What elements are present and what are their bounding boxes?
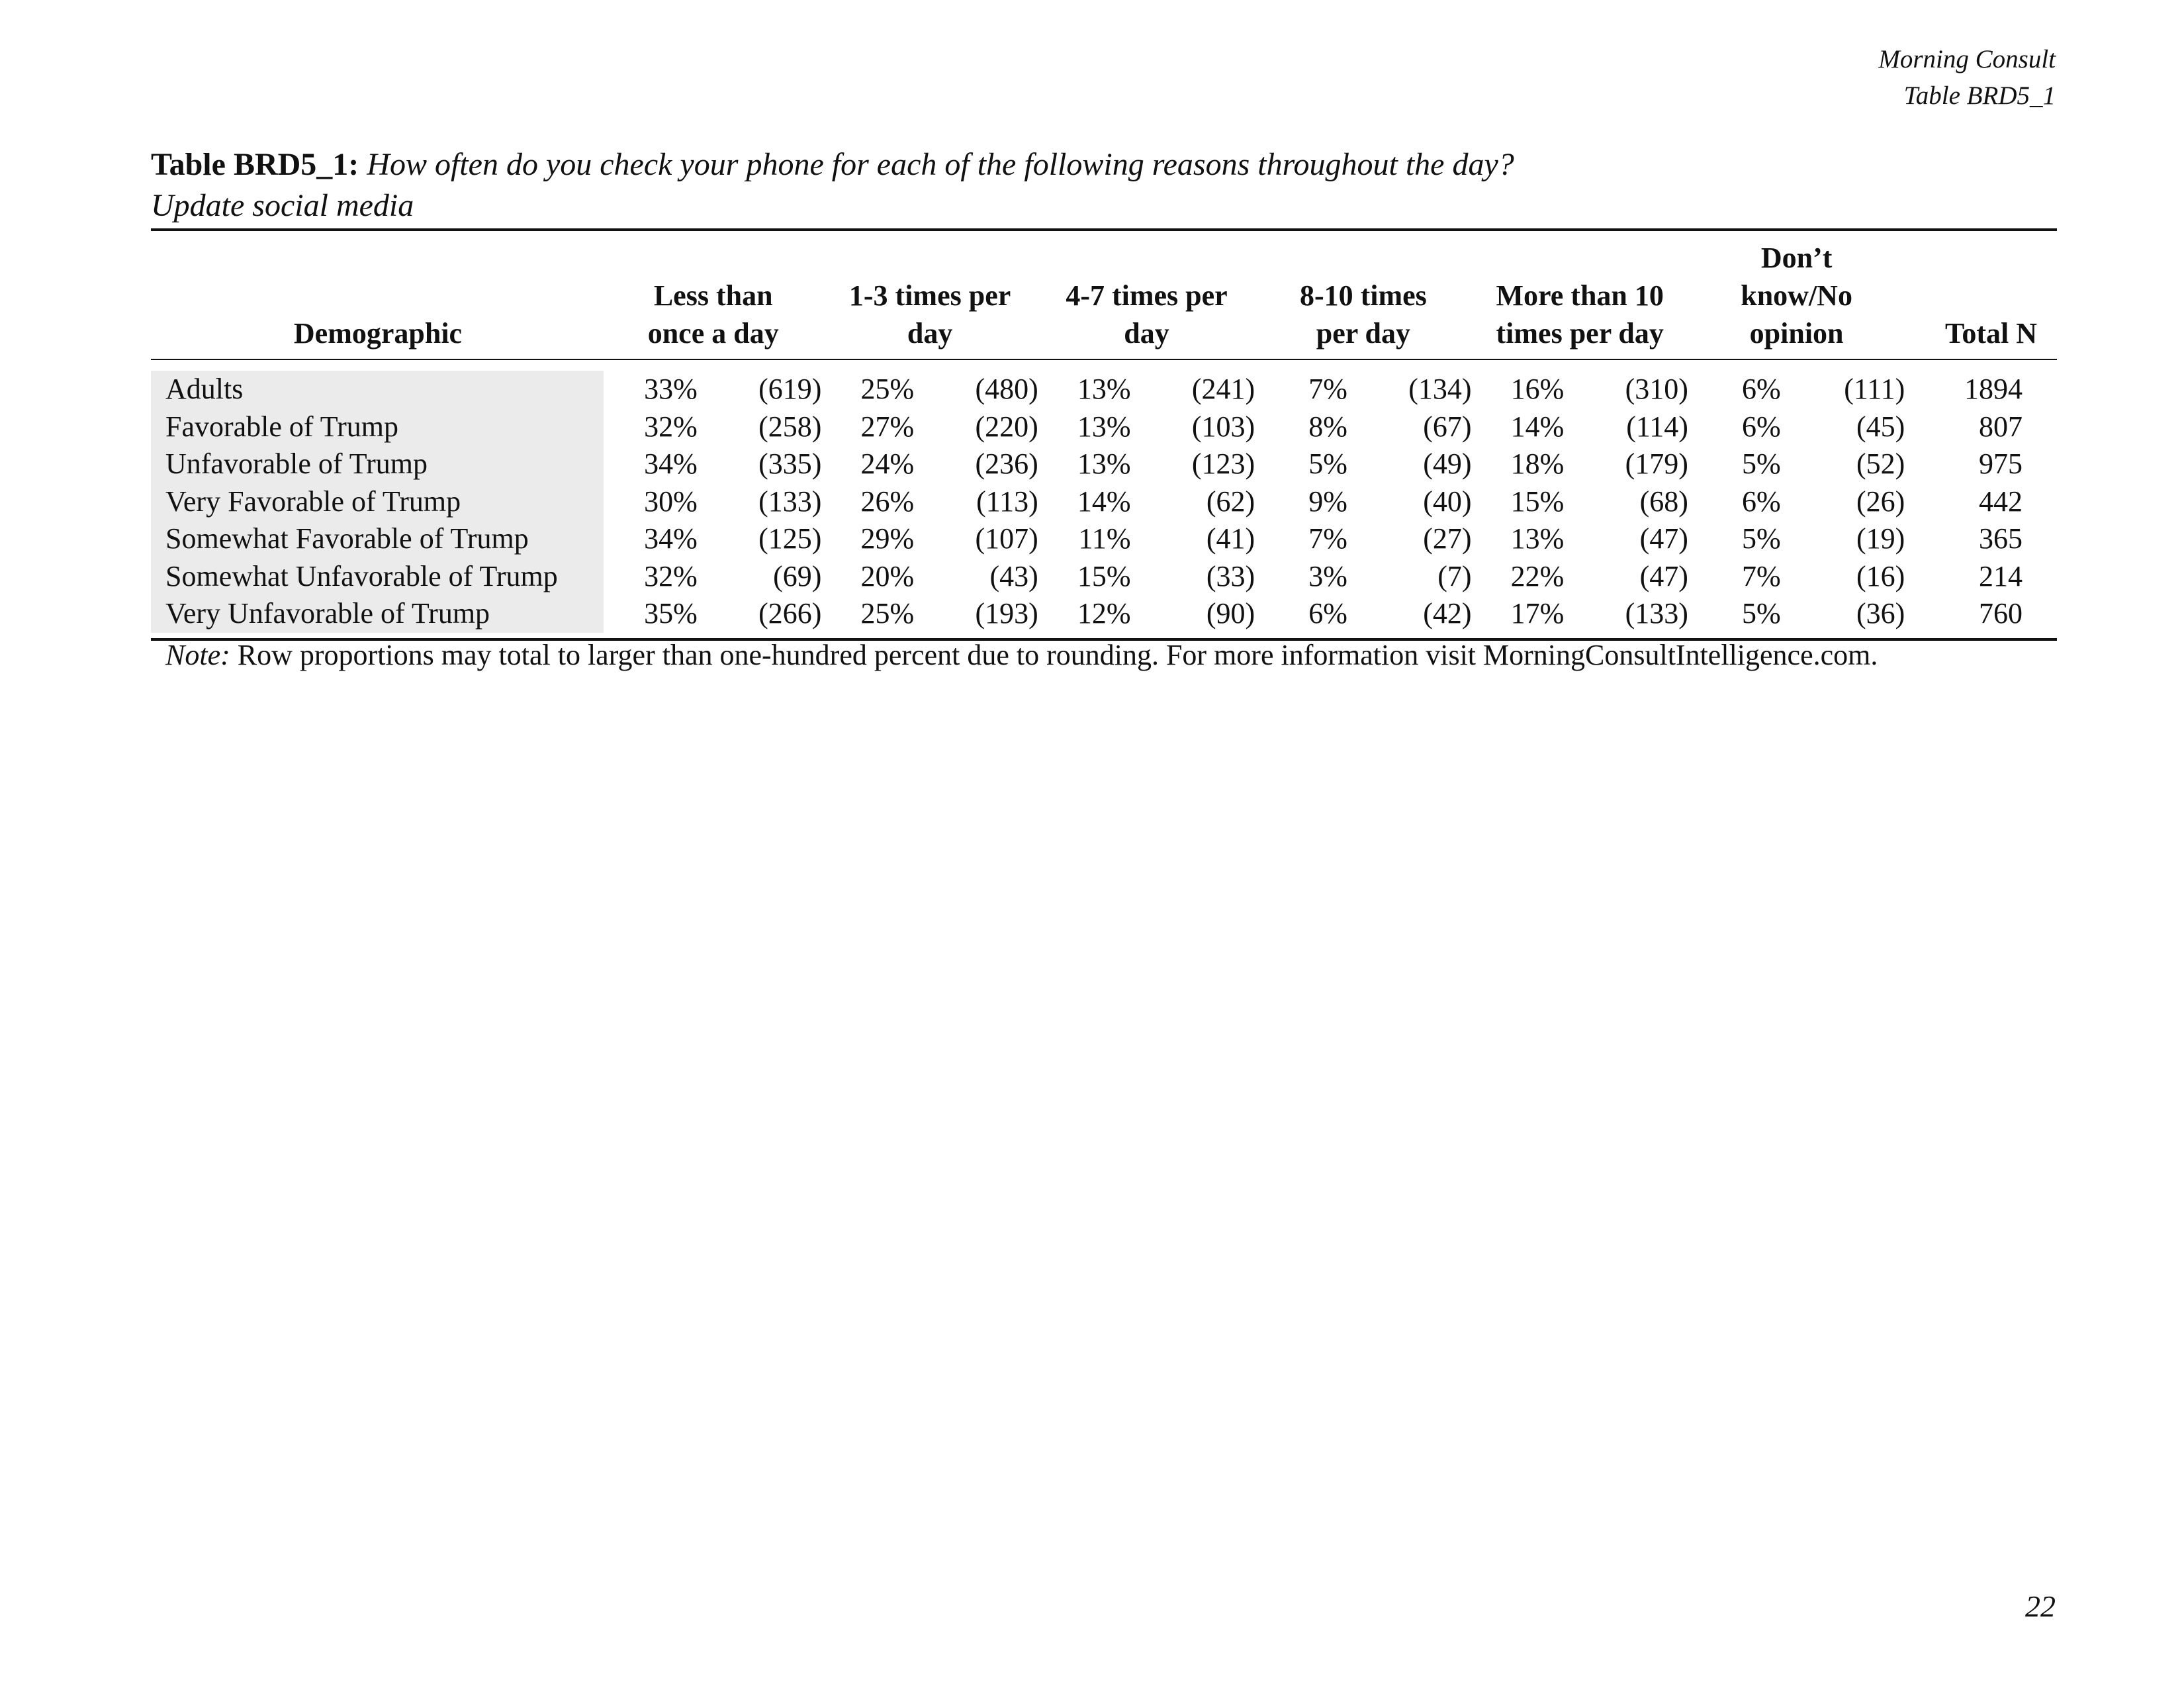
cell-percent: 13%: [1510, 522, 1565, 555]
row-label-cell: [151, 445, 605, 483]
cell-count: (133): [1625, 597, 1688, 630]
page-header: [1878, 41, 2056, 114]
cell-percent: 5%: [1741, 522, 1781, 555]
cell-count: (52): [1856, 447, 1905, 480]
cell-count: (480): [975, 373, 1038, 405]
table-row: [151, 359, 2057, 408]
note-lead: Note:: [165, 639, 230, 671]
table-title-question: How often do you check your phone for each of the following reasons throughout the day?: [367, 147, 1514, 182]
cell-total-n: 760: [1979, 597, 2023, 630]
col-header-1-3-times: [821, 230, 1038, 359]
cell-percent: 27%: [860, 410, 915, 443]
cell-count: (134): [1408, 373, 1472, 405]
cell-count: (45): [1856, 410, 1905, 443]
cell-count: (107): [975, 522, 1038, 555]
cell-count: (114): [1626, 410, 1688, 443]
cell-percent: 6%: [1741, 373, 1781, 405]
row-label: Unfavorable of Trump: [151, 445, 604, 483]
cell-count: (62): [1206, 485, 1255, 518]
page-number: 22: [2025, 1589, 2056, 1623]
col-header-line: Less than: [653, 279, 773, 312]
cell-count: (26): [1856, 485, 1905, 518]
cell-total-n: 442: [1979, 485, 2023, 518]
cell-count: (27): [1423, 522, 1472, 555]
cell-percent: 6%: [1741, 485, 1781, 518]
row-label: Adults: [151, 371, 604, 408]
cell-count: (67): [1423, 410, 1472, 443]
cell-percent: 34%: [644, 447, 698, 480]
cell-percent: 32%: [644, 559, 698, 592]
row-label: Somewhat Favorable of Trump: [151, 520, 604, 558]
cell-count: (125): [758, 522, 822, 555]
col-header-line: 4-7 times per: [1066, 279, 1228, 312]
cell-count: (123): [1191, 447, 1255, 480]
cell-count: (47): [1639, 522, 1688, 555]
cell-percent: 6%: [1741, 410, 1781, 443]
col-header-total-n: Total N: [1905, 230, 2057, 359]
header-table-id: Table BRD5_1: [1903, 81, 2056, 110]
cell-total-n: 365: [1979, 522, 2023, 555]
table-row: [151, 408, 2057, 446]
cell-percent: 30%: [644, 485, 698, 518]
cell-percent: 24%: [860, 447, 915, 480]
table-row: [151, 595, 2057, 639]
cell-count: (179): [1625, 447, 1688, 480]
cell-percent: 5%: [1308, 447, 1347, 480]
header-row: [151, 230, 2057, 359]
cell-percent: 14%: [1077, 485, 1131, 518]
cell-percent: 18%: [1510, 447, 1565, 480]
cell-percent: 11%: [1078, 522, 1131, 555]
cell-percent: 20%: [860, 559, 915, 592]
cell-percent: 34%: [644, 522, 698, 555]
table-title-label: Table BRD5_1:: [151, 147, 359, 182]
cell-count: (36): [1856, 597, 1905, 630]
cell-percent: 26%: [860, 485, 915, 518]
col-header-line: once a day: [647, 317, 779, 350]
table-row: [151, 558, 2057, 596]
cell-count: (19): [1856, 522, 1905, 555]
note-text: Row proportions may total to larger than one-hundred percent due to rounding. For more information visit MorningConsultIntelligence.com.: [237, 639, 1878, 671]
cell-count: (7): [1437, 559, 1472, 592]
cell-percent: 13%: [1077, 410, 1131, 443]
cell-count: (193): [975, 597, 1038, 630]
col-header-less-than-once: [605, 230, 821, 359]
cell-percent: 5%: [1741, 447, 1781, 480]
cell-percent: 25%: [860, 597, 915, 630]
cell-count: (42): [1423, 597, 1472, 630]
cell-count: (43): [989, 559, 1038, 592]
table-row: [151, 445, 2057, 483]
cell-total-n: 975: [1979, 447, 2023, 480]
row-label-cell: [151, 595, 605, 639]
cell-count: (241): [1191, 373, 1255, 405]
cell-percent: 29%: [860, 522, 915, 555]
cell-percent: 7%: [1308, 522, 1347, 555]
crosstab-table: [151, 228, 2057, 641]
header-org: Morning Consult: [1878, 45, 2056, 73]
cell-percent: 22%: [1510, 559, 1565, 592]
col-header-line: day: [1124, 317, 1169, 350]
cell-count: (40): [1423, 485, 1472, 518]
col-header-8-10-times: [1255, 230, 1471, 359]
table-title: [151, 144, 2057, 226]
table-body: [151, 359, 2057, 639]
row-label-cell: [151, 520, 605, 558]
cell-count: (103): [1191, 410, 1255, 443]
col-header-line: per day: [1316, 317, 1410, 350]
cell-percent: 35%: [644, 597, 698, 630]
cell-count: (68): [1639, 485, 1688, 518]
cell-count: (111): [1844, 373, 1905, 405]
cell-count: (258): [758, 410, 822, 443]
cell-count: (619): [758, 373, 822, 405]
col-header-line: times per day: [1496, 317, 1664, 350]
cell-count: (335): [758, 447, 822, 480]
row-label-cell: [151, 359, 605, 408]
cell-count: (69): [773, 559, 822, 592]
cell-percent: 14%: [1510, 410, 1565, 443]
cell-percent: 3%: [1308, 559, 1347, 592]
cell-percent: 15%: [1077, 559, 1131, 592]
cell-count: (236): [975, 447, 1038, 480]
table-row: [151, 520, 2057, 558]
col-header-line: More than 10: [1496, 279, 1664, 312]
cell-count: (16): [1856, 559, 1905, 592]
cell-count: (90): [1206, 597, 1255, 630]
cell-count: (310): [1625, 373, 1688, 405]
cell-percent: 7%: [1741, 559, 1781, 592]
row-label-cell: [151, 408, 605, 446]
cell-percent: 13%: [1077, 447, 1131, 480]
row-label-cell: [151, 558, 605, 596]
table-row: [151, 483, 2057, 521]
col-header-more-than-10: [1472, 230, 1688, 359]
col-header-dont-know: [1688, 230, 1905, 359]
col-header-line: 1-3 times per: [848, 279, 1011, 312]
cell-percent: 6%: [1308, 597, 1347, 630]
cell-count: (49): [1423, 447, 1472, 480]
table-subtitle: Update social media: [151, 188, 414, 223]
col-header-line: know/No: [1741, 279, 1852, 312]
col-header-4-7-times: [1038, 230, 1255, 359]
row-label: Favorable of Trump: [151, 408, 604, 446]
cell-count: (113): [976, 485, 1038, 518]
cell-total-n: 807: [1979, 410, 2023, 443]
cell-total-n: 214: [1979, 559, 2023, 592]
cell-percent: 32%: [644, 410, 698, 443]
row-label-cell: [151, 483, 605, 521]
cell-percent: 12%: [1077, 597, 1131, 630]
row-label: Very Unfavorable of Trump: [151, 595, 604, 633]
col-header-line: opinion: [1749, 317, 1844, 350]
cell-percent: 7%: [1308, 373, 1347, 405]
cell-count: (133): [758, 485, 822, 518]
col-header-line: day: [907, 317, 953, 350]
cell-total-n: 1894: [1964, 373, 2023, 405]
cell-count: (47): [1639, 559, 1688, 592]
cell-percent: 13%: [1077, 373, 1131, 405]
cell-percent: 9%: [1308, 485, 1347, 518]
cell-percent: 17%: [1510, 597, 1565, 630]
cell-percent: 5%: [1741, 597, 1781, 630]
row-label: Very Favorable of Trump: [151, 483, 604, 521]
col-header-demographic: Demographic: [151, 230, 605, 359]
col-header-line: Don’t: [1760, 242, 1833, 274]
cell-count: (266): [758, 597, 822, 630]
cell-count: (33): [1206, 559, 1255, 592]
cell-percent: 25%: [860, 373, 915, 405]
row-label: Somewhat Unfavorable of Trump: [151, 558, 604, 596]
cell-percent: 16%: [1510, 373, 1565, 405]
col-header-line: 8-10 times: [1299, 279, 1427, 312]
cell-percent: 33%: [644, 373, 698, 405]
cell-percent: 15%: [1510, 485, 1565, 518]
cell-percent: 8%: [1308, 410, 1347, 443]
cell-count: (220): [975, 410, 1038, 443]
table-note: [165, 637, 1878, 674]
cell-count: (41): [1206, 522, 1255, 555]
